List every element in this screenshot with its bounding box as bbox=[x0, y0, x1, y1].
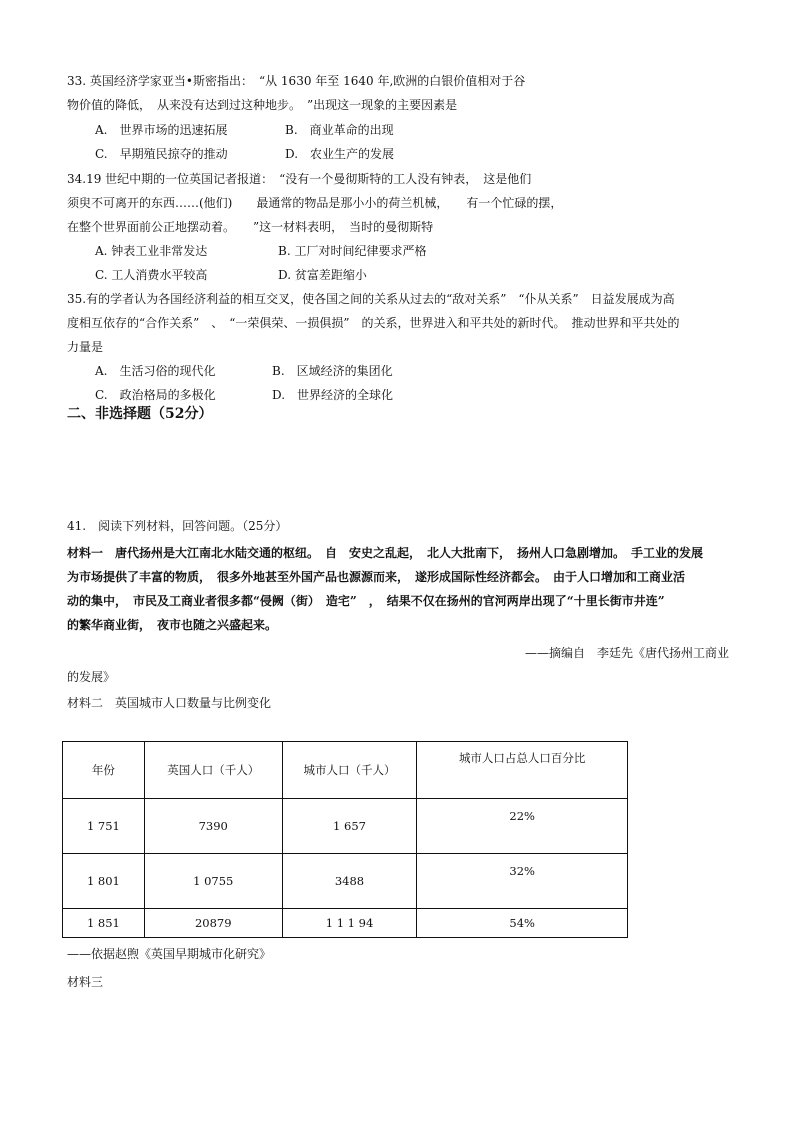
material1-line1: 材料一 唐代扬州是大江南北水陆交通的枢纽。 自 安史之乱起， 北人大批南下， 扬州人口急剧增加。 手工业的发展 bbox=[67, 546, 704, 560]
q35-option-d: D. 世界经济的全球化 bbox=[272, 388, 394, 402]
material2-title: 材料二 英国城市人口数量与比例变化 bbox=[67, 696, 272, 710]
table-cell: 1 1 1 94 bbox=[282, 909, 417, 938]
material1-line2: 为市场提供了丰富的物质， 很多外地甚至外国产品也源源而来， 遂形成国际性经济都会。 由于人口增加和工商业活 bbox=[67, 570, 686, 584]
q33-option-b: B. 商业革命的出现 bbox=[285, 123, 394, 137]
q41-stem: 41. 阅读下列材料，回答问题。（25分） bbox=[67, 519, 288, 533]
table-cell: 20879 bbox=[144, 909, 282, 938]
q34-option-b: B. 工厂对时间纪律要求严格 bbox=[278, 244, 427, 258]
table-header: 城市人口占总人口百分比 bbox=[417, 742, 628, 799]
table-row bbox=[63, 854, 628, 909]
table-cell: 22% bbox=[417, 799, 628, 854]
material1-line3: 动的集中， 市民及工商业者很多都“侵阙（街） 造宅” ， 结果不仅在扬州的官河两岸出现了“十里长街市井连” bbox=[67, 594, 665, 608]
table-cell: 7390 bbox=[144, 799, 282, 854]
table-header: 城市人口（千人） bbox=[282, 742, 417, 799]
q34-line3: 在整个世界面前公正地摆动着。 ”这一材料表明， 当时的曼彻斯特 bbox=[67, 220, 434, 234]
q35-line2: 度相互依存的“合作关系” 、 “一荣俱荣、一损俱损” 的关系，世界进入和平共处的新时代。 推动世界和平共处的 bbox=[67, 316, 680, 330]
material1-source: ——摘编自 李廷先《唐代扬州工商业 bbox=[525, 646, 730, 660]
material2-source: ——依据赵煦《英国早期城市化研究》 bbox=[67, 947, 272, 961]
q33-line1: 33. 英国经济学家亚当•斯密指出： “从 1630 年至 1640 年,欧洲的白银价值相对于谷 bbox=[67, 74, 526, 88]
q34-line2: 须臾不可离开的东西……(他们) 最通常的物品是那小小的荷兰机械， 有一个忙碌的摆， bbox=[67, 196, 563, 210]
q35-option-a: A. 生活习俗的现代化 bbox=[95, 364, 216, 378]
q34-option-c: C. 工人消费水平较高 bbox=[95, 268, 208, 282]
q33-option-c: C. 早期殖民掠夺的推动 bbox=[95, 147, 228, 161]
q33-option-d: D. 农业生产的发展 bbox=[285, 147, 395, 161]
material1-source-cont: 的发展》 bbox=[67, 670, 116, 684]
section-heading: 二、非选择题（52分） bbox=[67, 406, 213, 422]
q34-line1: 34.19 世纪中期的一位英国记者报道： “没有一个曼彻斯特的工人没有钟表， 这是他们 bbox=[67, 172, 532, 186]
q34-option-a: A. 钟表工业非常发达 bbox=[95, 244, 208, 258]
table-cell: 32% bbox=[417, 854, 628, 909]
table-header-row bbox=[63, 742, 628, 799]
table-cell: 1 0755 bbox=[144, 854, 282, 909]
material1-line4: 的繁华商业街， 夜市也随之兴盛起来。 bbox=[67, 618, 278, 632]
q35-option-c: C. 政治格局的多极化 bbox=[95, 388, 216, 402]
table-row bbox=[63, 909, 628, 938]
table-cell: 1 657 bbox=[282, 799, 417, 854]
table-row bbox=[63, 799, 628, 854]
q35-option-b: B. 区域经济的集团化 bbox=[272, 364, 393, 378]
table-header: 年份 bbox=[63, 742, 145, 799]
q35-line3: 力量是 bbox=[67, 340, 104, 354]
table-cell: 1 851 bbox=[63, 909, 145, 938]
material3-title: 材料三 bbox=[67, 975, 104, 989]
table-cell: 3488 bbox=[282, 854, 417, 909]
table-cell: 54% bbox=[417, 909, 628, 938]
table-cell: 1 801 bbox=[63, 854, 145, 909]
population-table bbox=[62, 741, 628, 938]
q35-line1: 35.有的学者认为各国经济利益的相互交叉，使各国之间的关系从过去的“敌对关系” “仆从关系” 日益发展成为高 bbox=[67, 292, 675, 306]
q34-option-d: D. 贫富差距缩小 bbox=[278, 268, 367, 282]
q33-line2: 物价值的降低， 从来没有达到过这种地步。 ”出现这一现象的主要因素是 bbox=[67, 98, 458, 112]
table-cell: 1 751 bbox=[63, 799, 145, 854]
table-header: 英国人口（千人） bbox=[144, 742, 282, 799]
q33-option-a: A. 世界市场的迅速拓展 bbox=[95, 123, 228, 137]
